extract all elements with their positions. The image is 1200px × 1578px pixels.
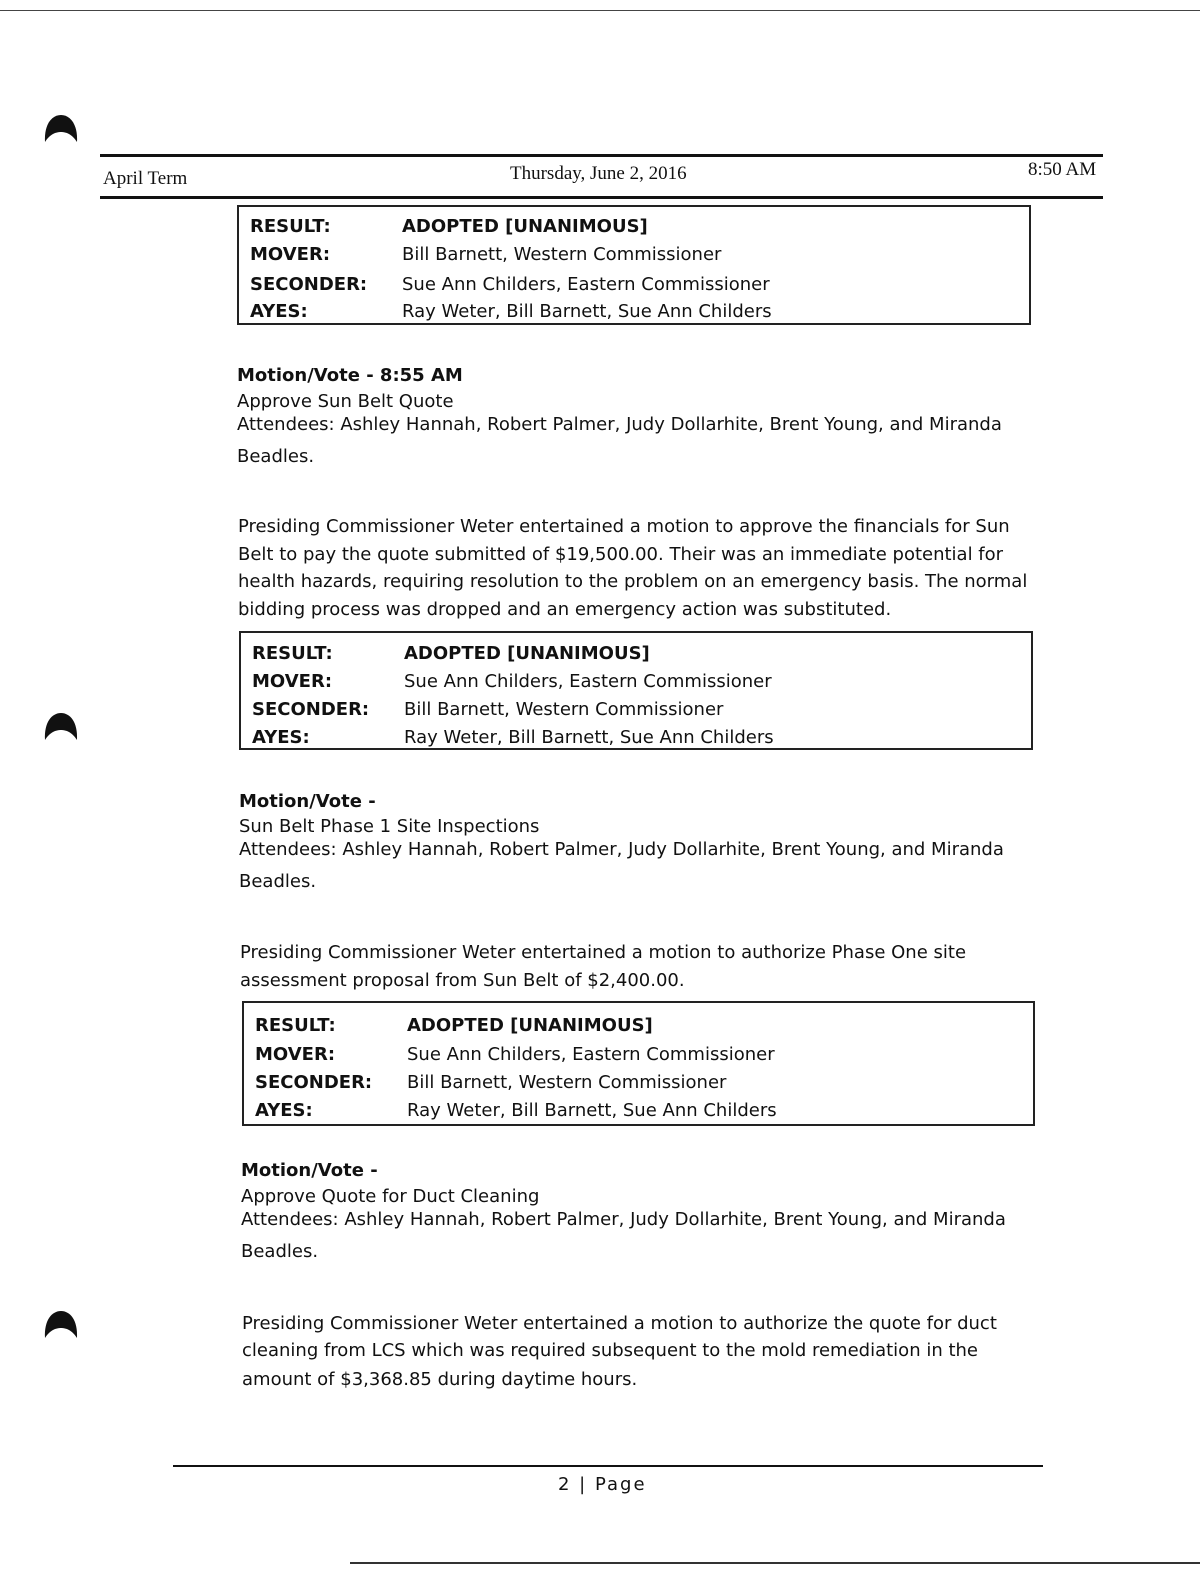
header-bottom-rule — [100, 196, 1103, 199]
mover-value: Sue Ann Childers, Eastern Commissioner — [407, 1044, 775, 1065]
ayes-value: Ray Weter, Bill Barnett, Sue Ann Childers — [402, 301, 772, 322]
attendees-line: Attendees: Ashley Hannah, Robert Palmer, Judy Dollarhite, Brent Young, and Miranda — [241, 1209, 1006, 1230]
seconder-value: Bill Barnett, Western Commissioner — [407, 1072, 727, 1093]
header-date: Thursday, June 2, 2016 — [510, 163, 687, 184]
motion-heading: Motion/Vote - 8:55 AM — [237, 365, 463, 386]
mover-value: Bill Barnett, Western Commissioner — [402, 244, 722, 265]
punch-hole-icon — [42, 1308, 80, 1344]
motion-title: Approve Quote for Duct Cleaning — [241, 1186, 540, 1207]
motion-body-line: Belt to pay the quote submitted of $19,500.00. Their was an immediate potential for — [238, 544, 1004, 565]
mover-value: Sue Ann Childers, Eastern Commissioner — [404, 671, 772, 692]
motion-heading: Motion/Vote - — [241, 1160, 378, 1181]
result-label: RESULT: — [250, 216, 331, 237]
seconder-label: SECONDER: — [250, 274, 368, 295]
attendees-line: Beadles. — [241, 1241, 319, 1262]
attendees-line: Beadles. — [239, 871, 317, 892]
punch-hole-icon — [42, 710, 80, 746]
motion-body-line: Presiding Commissioner Weter entertained a motion to approve the financials for Sun — [238, 516, 1010, 537]
page-number: 2 | Page — [558, 1474, 647, 1495]
ayes-label: AYES: — [255, 1100, 313, 1121]
motion-body-line: Presiding Commissioner Weter entertained a motion to authorize Phase One site — [240, 942, 967, 963]
motion-body-line: bidding process was dropped and an emergency action was substituted. — [238, 599, 892, 620]
header-term: April Term — [103, 168, 188, 189]
attendees-line: Attendees: Ashley Hannah, Robert Palmer, Judy Dollarhite, Brent Young, and Miranda — [237, 414, 1002, 435]
motion-body-line: amount of $3,368.85 during daytime hours. — [242, 1369, 638, 1390]
mover-label: MOVER: — [255, 1044, 336, 1065]
mover-label: MOVER: — [252, 671, 333, 692]
result-value: ADOPTED [UNANIMOUS] — [407, 1015, 653, 1036]
seconder-value: Sue Ann Childers, Eastern Commissioner — [402, 274, 770, 295]
footer-rule — [173, 1465, 1043, 1467]
mover-label: MOVER: — [250, 244, 331, 265]
vote-result-box — [242, 1001, 1035, 1126]
seconder-label: SECONDER: — [255, 1072, 373, 1093]
motion-title: Sun Belt Phase 1 Site Inspections — [239, 816, 540, 837]
result-value: ADOPTED [UNANIMOUS] — [402, 216, 648, 237]
ayes-label: AYES: — [250, 301, 308, 322]
motion-heading: Motion/Vote - — [239, 791, 376, 812]
ayes-label: AYES: — [252, 727, 310, 748]
seconder-value: Bill Barnett, Western Commissioner — [404, 699, 724, 720]
motion-body-line: health hazards, requiring resolution to the problem on an emergency basis. The normal — [238, 571, 1028, 592]
result-value: ADOPTED [UNANIMOUS] — [404, 643, 650, 664]
header-time: 8:50 AM — [1028, 159, 1097, 180]
scan-bottom-edge — [350, 1562, 1200, 1564]
motion-title: Approve Sun Belt Quote — [237, 391, 454, 412]
attendees-line: Attendees: Ashley Hannah, Robert Palmer, Judy Dollarhite, Brent Young, and Miranda — [239, 839, 1004, 860]
scan-top-edge — [0, 10, 1200, 11]
motion-body-line: assessment proposal from Sun Belt of $2,400.00. — [240, 970, 685, 991]
result-label: RESULT: — [252, 643, 333, 664]
attendees-line: Beadles. — [237, 446, 315, 467]
header-top-rule — [100, 154, 1103, 157]
result-label: RESULT: — [255, 1015, 336, 1036]
motion-body-line: cleaning from LCS which was required subsequent to the mold remediation in the — [242, 1340, 978, 1361]
vote-result-box — [237, 205, 1031, 325]
punch-hole-icon — [42, 112, 80, 148]
ayes-value: Ray Weter, Bill Barnett, Sue Ann Childers — [407, 1100, 777, 1121]
ayes-value: Ray Weter, Bill Barnett, Sue Ann Childers — [404, 727, 774, 748]
seconder-label: SECONDER: — [252, 699, 370, 720]
motion-body-line: Presiding Commissioner Weter entertained a motion to authorize the quote for duct — [242, 1313, 997, 1334]
vote-result-box — [239, 631, 1033, 750]
